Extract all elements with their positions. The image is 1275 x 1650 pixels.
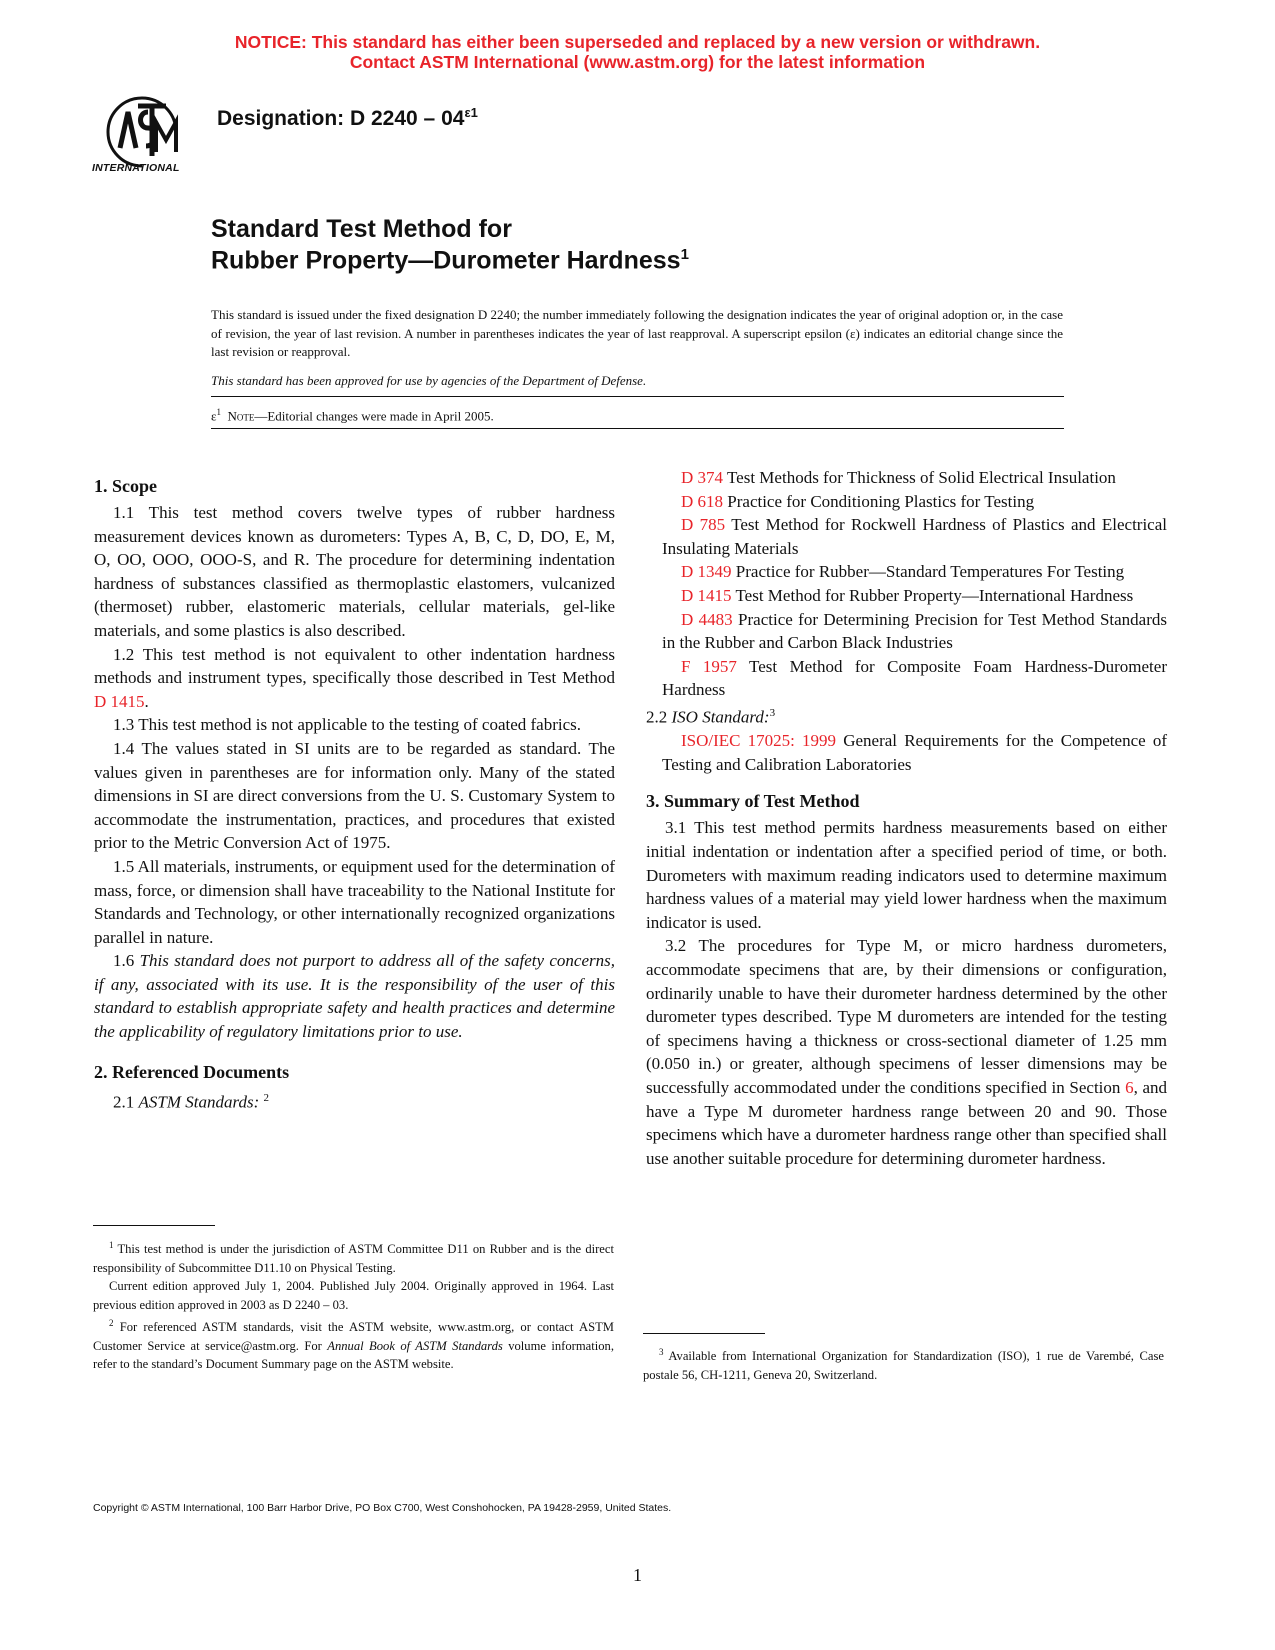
notice-line-2: Contact ASTM International (www.astm.org) for the latest information [349, 52, 926, 72]
footnote-2-text: For referenced ASTM standards, visit the ASTM website, www.astm.org, or contact ASTM Customer Service at service@astm.org. For [93, 1320, 614, 1353]
iso-standard-sup: 3 [769, 706, 776, 719]
left-column [94, 474, 615, 1114]
para-2-2 [646, 702, 1167, 729]
edit-note-text: —Editorial changes were made in April 2005. [254, 408, 494, 424]
para-1-2-text: 1.2 This test method is not equivalent to other indentation hardness methods and instrument types, specifically those described in Test Method [94, 644, 615, 688]
notice-line-1: NOTICE: This standard has either been superseded and replaced by a new version or withdrawn. [234, 32, 1041, 52]
footnote-2-italic: Annual Book of ASTM Standards [327, 1338, 503, 1353]
para-1-3: 1.3 This test method is not applicable to the testing of coated fabrics. [113, 715, 582, 735]
astm-reference-title: Test Method for Composite Foam Hardness-Durometer Hardness [662, 656, 1167, 700]
link-d1415[interactable]: D 1415 [94, 691, 145, 711]
iso-reference-item [646, 729, 1167, 776]
link-section-6[interactable]: 6 [1125, 1077, 1134, 1097]
astm-reference-link[interactable]: D 785 [681, 515, 726, 535]
divider-top [211, 396, 1064, 397]
para-1-6-text: This standard does not purport to address all of the safety concerns, if any, associated with its use. It is the responsibility of the user of this standard to establish appropriate safety and health practices and determine the applicability of regulatory limitations prior to use. [94, 951, 615, 1042]
edit-epsilon: ε [211, 408, 217, 424]
astm-reference-item [646, 655, 1167, 702]
para-1-1: 1.1 This test method covers twelve types of rubber hardness measurement devices known as durometers: Types A, B, C, D, DO, E, M, O, OO, OOO, OOO-S, and R. The procedure for determining indentation hardness of substances classified as thermoplastic elastomers, vulcanized (thermoset) rubber, elastomeric materials, cellular materials, gel-like materials, and some plastics is also described. [94, 503, 615, 640]
title-text: Rubber Property—Durometer Hardness [211, 246, 681, 275]
para-1-2-end: . [144, 691, 149, 711]
right-column [646, 466, 1167, 1170]
astm-reference-item [646, 490, 1167, 514]
footnote-2-end: volume information, refer to the standard’s Document Summary page on the ASTM website. [93, 1338, 614, 1372]
divider-bottom [211, 428, 1064, 429]
footnote-2-mark: 2 [109, 1318, 114, 1329]
title-line-1: Standard Test Method for [211, 215, 512, 243]
section-3-heading: 3. Summary of Test Method [646, 791, 860, 812]
astm-reference-title: Practice for Conditioning Plastics for Testing [723, 491, 1035, 511]
footnotes-left [93, 1236, 614, 1374]
para-2-1-num: 2.1 [113, 1092, 139, 1112]
astm-reference-title: Test Method for Rockwell Hardness of Plastics and Electrical Insulating Materials [662, 515, 1167, 558]
para-2-1 [94, 1087, 615, 1114]
designation [217, 105, 478, 131]
footnote-3-mark: 3 [659, 1347, 664, 1357]
iso-reference-title: General Requirements for the Competence of Testing and Calibration Laboratories [662, 731, 1167, 774]
astm-reference-link[interactable]: D 4483 [681, 609, 733, 629]
designation-label: Designation: D 2240 – 04 [217, 107, 465, 130]
astm-reference-link[interactable]: D 374 [681, 468, 724, 487]
astm-reference-item [646, 513, 1167, 560]
footnote-1-edition: Current edition approved July 1, 2004. Published July 2004. Originally approved in 1964. Last previous edition approved in 2003 as D 2240 – 03. [93, 1279, 614, 1312]
para-1-4: 1.4 The values stated in SI units are to be regarded as standard. The values given in parentheses are for information only. Many of the stated dimensions in SI are direct conversions from the U. S. Customary System to accommodate the instrumentation, practices, and procedures that existed prior to the Metric Conversion Act of 1975. [94, 738, 615, 853]
astm-reference-title: Test Method for Rubber Property—International Hardness [731, 585, 1134, 605]
dod-approval-statement: This standard has been approved for use by agencies of the Department of Defense. [211, 373, 647, 388]
astm-reference-item [646, 560, 1167, 584]
astm-reference-link[interactable]: D 1349 [681, 562, 732, 582]
edit-note-label: Note [227, 408, 255, 424]
footnotes-right [643, 1343, 1164, 1384]
footnote-1 [93, 1236, 614, 1277]
astm-reference-title: Test Methods for Thickness of Solid Electrical Insulation [723, 468, 1116, 487]
para-3-1: 3.1 This test method permits hardness measurements based on either initial indentation or indentation after a specified period of time, or both. Durometers with maximum reading indicators used to determine maximum hardness values of a material may yield lower hardness when the maximum indicator is used. [646, 818, 1167, 932]
title-footnote-mark: 1 [680, 246, 689, 263]
editorial-note [211, 407, 494, 424]
astm-reference-title: Practice for Rubber—Standard Temperatures For Testing [731, 562, 1125, 582]
issuance-statement: This standard is issued under the fixed designation D 2240; the number immediately following the designation indicates the year of original adoption or, in the case of revision, the year of last revision. A number in parentheses indicates the year of last reapproval. A superscript epsilon (ε) indicates an editorial change since the last revision or reapproval. [211, 307, 1063, 359]
designation-epsilon: ε1 [464, 105, 478, 120]
footnote-rule-right [643, 1333, 765, 1334]
para-3-2 [646, 934, 1167, 1170]
astm-reference-title: Practice for Determining Precision for Test Method Standards in the Rubber and Carbon Black Industries [662, 609, 1167, 653]
para-1-6-num: 1.6 [113, 951, 140, 971]
footnote-rule-left [93, 1225, 215, 1226]
para-1-2 [94, 643, 615, 714]
astm-reference-item [646, 608, 1167, 655]
para-1-6 [94, 949, 615, 1043]
logo-international-text: INTERNATIONAL [92, 162, 180, 174]
page-number: 1 [633, 1565, 642, 1585]
astm-reference-list [646, 466, 1167, 702]
copyright-line: Copyright © ASTM International, 100 Barr Harbor Drive, PO Box C700, West Conshohocken, PA 19428-2959, United States. [93, 1502, 672, 1514]
section-1-heading: 1. Scope [94, 476, 157, 496]
para-3-2-end: , and have a Type M durometer hardness range between 20 and 90. Those specimens which have a durometer hardness range other than specified shall use another suitable procedure for determining durometer hardness. [646, 1077, 1168, 1168]
para-2-2-num: 2.2 [646, 707, 672, 727]
footnote-1-text: This test method is under the jurisdiction of ASTM Committee D11 on Rubber and is the direct responsibility of Subcommittee D11.10 on Physical Testing. [93, 1242, 614, 1275]
iso-standard-label: ISO Standard: [671, 707, 770, 727]
astm-reference-link[interactable]: F 1957 [681, 656, 737, 676]
footnote-2 [93, 1314, 614, 1374]
astm-reference-item [646, 466, 1167, 490]
astm-standards-sup: 2 [263, 1091, 269, 1104]
astm-logo [92, 92, 192, 182]
astm-reference-link[interactable]: D 1415 [681, 585, 732, 605]
astm-reference-link[interactable]: D 618 [681, 491, 724, 511]
iso-reference-link[interactable]: ISO/IEC 17025: 1999 [681, 731, 837, 751]
supersede-notice [0, 32, 1275, 72]
astm-reference-item [646, 584, 1167, 608]
title-line-2 [211, 246, 689, 275]
footnote-1-mark: 1 [109, 1240, 114, 1250]
footnote-3-text: Available from International Organization for Standardization (ISO), 1 rue de Varembé, Case postale 56, CH-1211, Geneva 20, Switzerland. [643, 1349, 1164, 1382]
footnote-3 [643, 1343, 1164, 1384]
edit-epsilon-sup: 1 [216, 407, 221, 417]
astm-standards-label: ASTM Standards: [138, 1092, 260, 1112]
para-3-2-text: 3.2 The procedures for Type M, or micro hardness durometers, accommodate specimens that are, by their dimensions or configuration, ordinarily unable to have their durometer hardness determined by the other durometer types described. Type M durometers are intended for the testing of specimens having a thickness or cross-sectional diameter of 1.25 mm (0.050 in.) or greater, although specimens of lesser dimensions may be successfully accommodated under the conditions specified in Section [646, 936, 1167, 1097]
section-2-heading: 2. Referenced Documents [94, 1061, 290, 1082]
para-1-5: 1.5 All materials, instruments, or equipment used for the determination of mass, force, or dimension shall have traceability to the National Institute for Standards and Technology, or other internationally recognized organizations parallel in nature. [94, 856, 615, 947]
iso-reference-list [646, 729, 1167, 776]
